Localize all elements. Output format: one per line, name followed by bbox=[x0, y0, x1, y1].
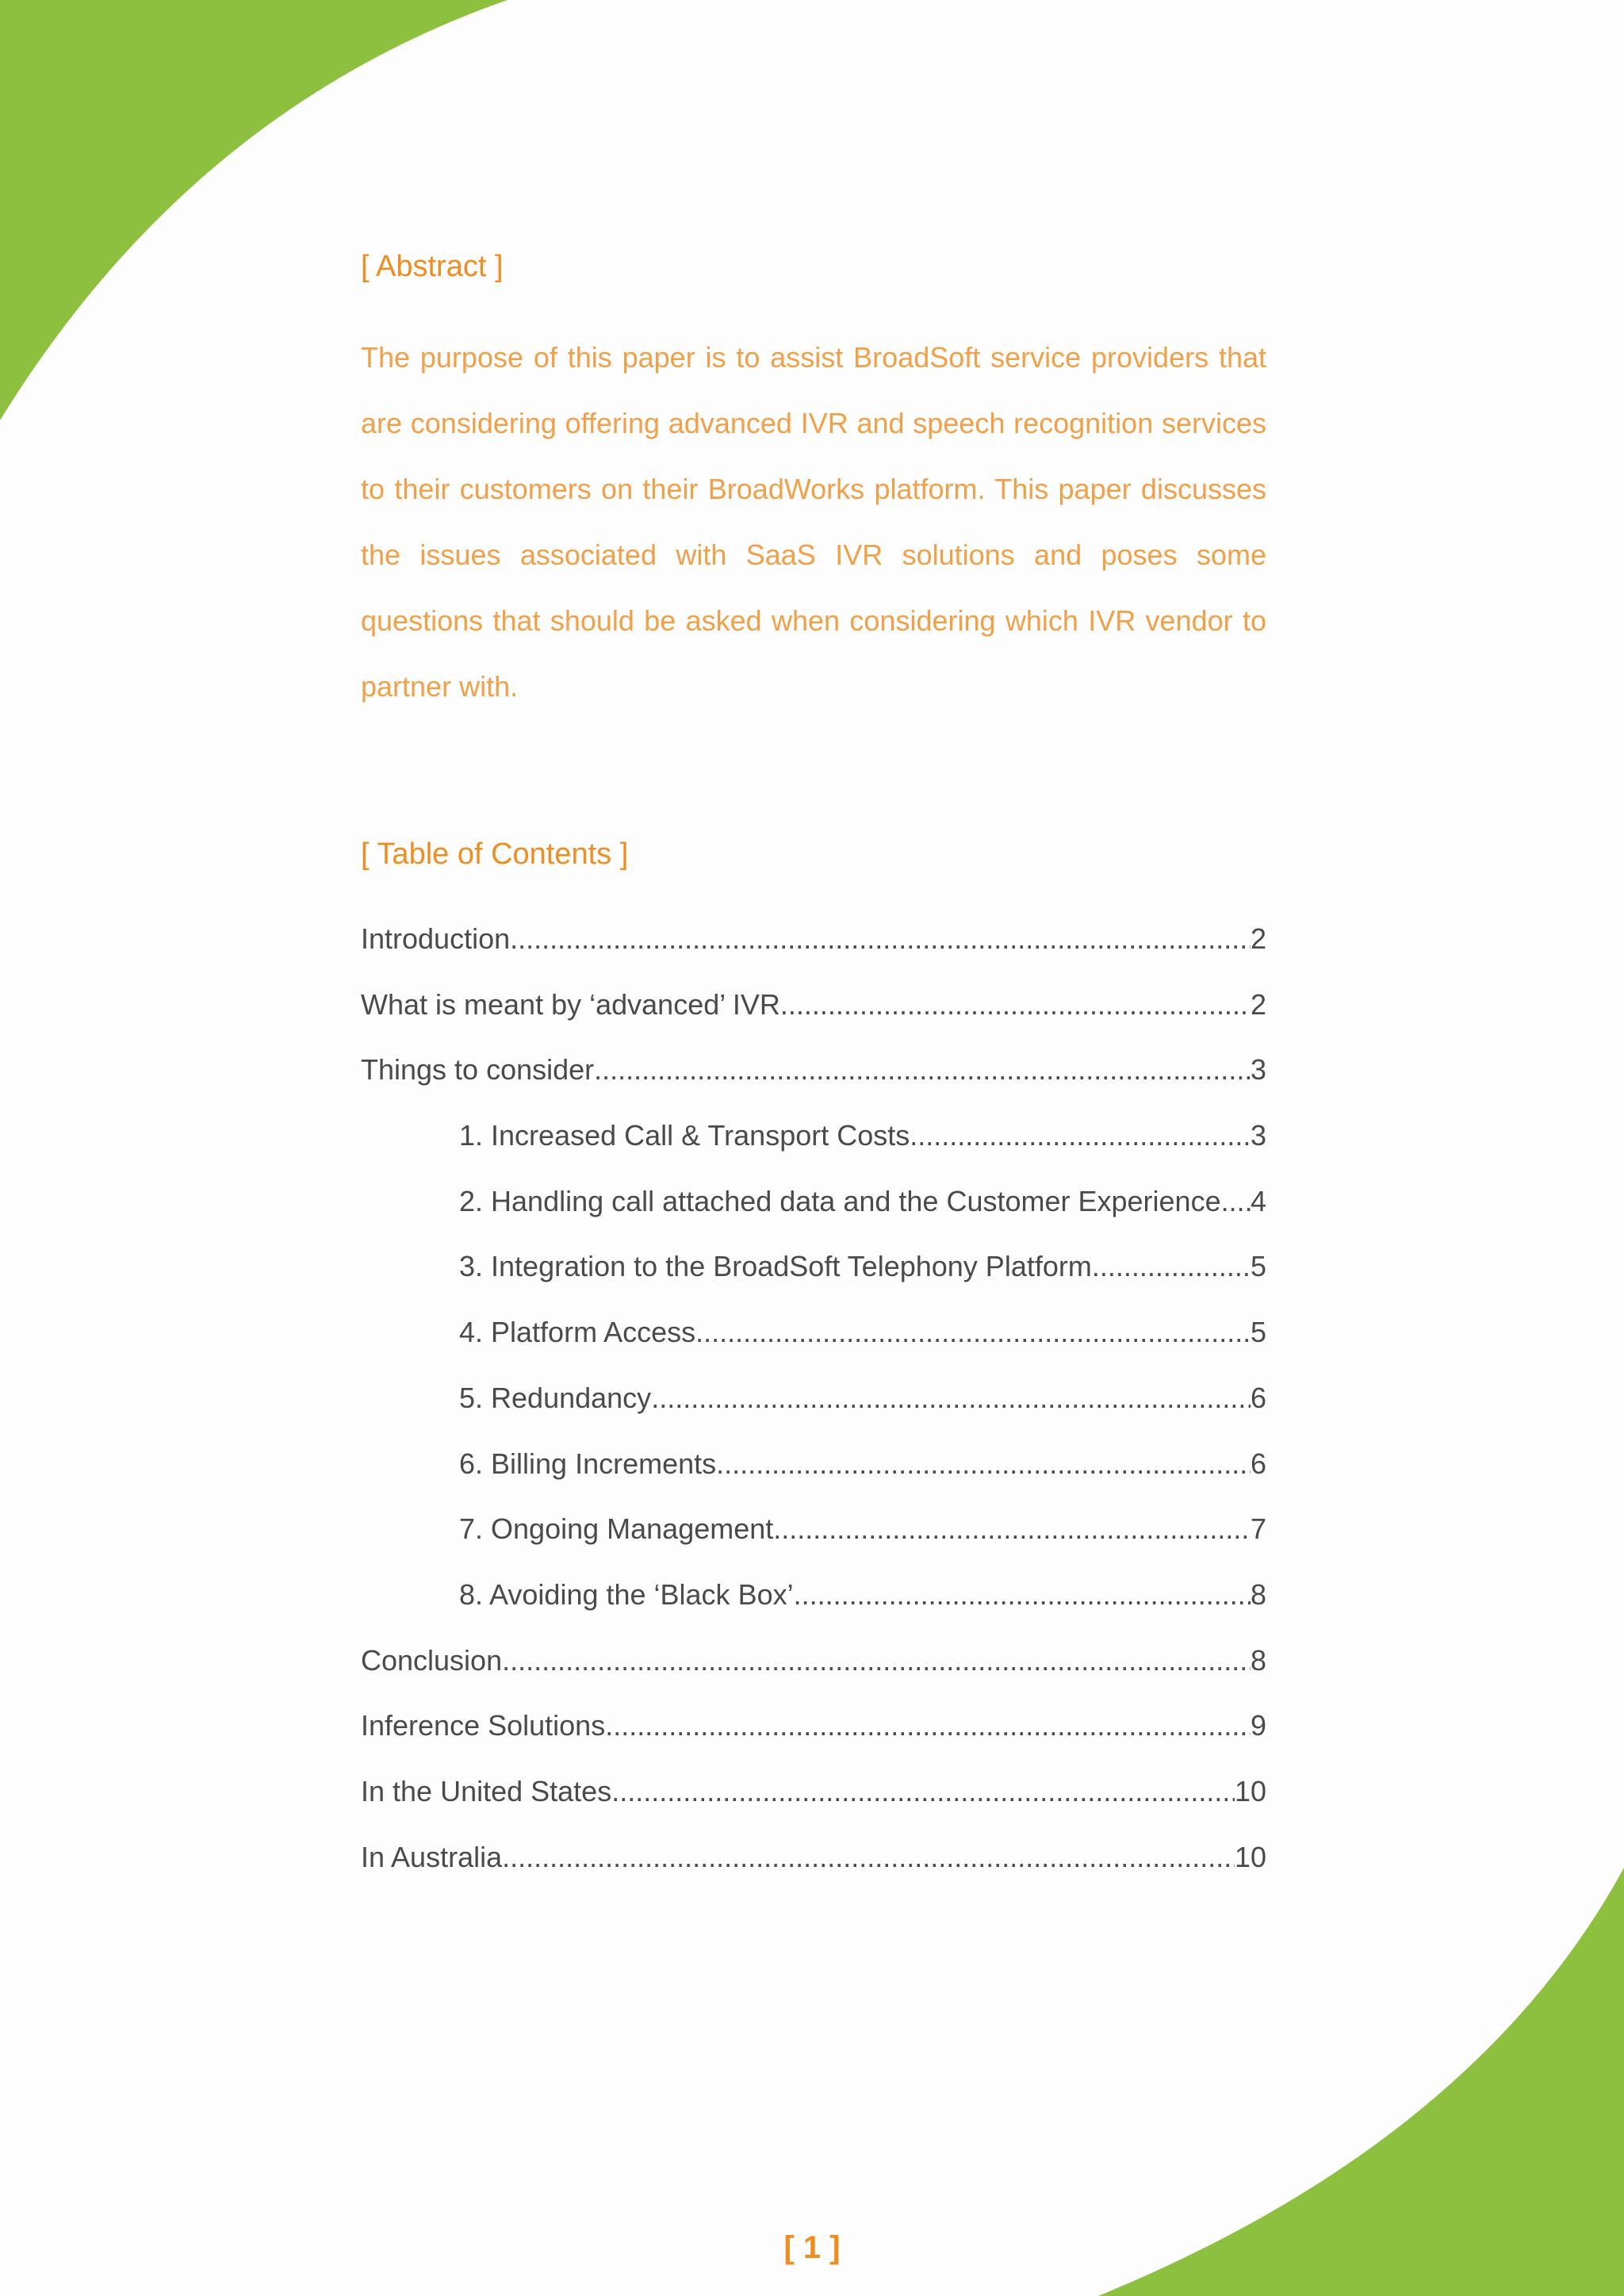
toc-entry-page: 2 bbox=[1250, 987, 1266, 1021]
toc-entry-title: 8. Avoiding the ‘Black Box’ bbox=[459, 1577, 794, 1611]
toc-dot-leader bbox=[502, 1628, 1251, 1694]
toc-entry-title: Conclusion bbox=[361, 1643, 503, 1677]
toc-entry-page: 5 bbox=[1250, 1316, 1266, 1349]
toc-entry-billing-increments[interactable] bbox=[361, 1432, 1266, 1497]
toc-entry-page: 6 bbox=[1250, 1447, 1266, 1480]
toc-entry-title: Things to consider bbox=[361, 1053, 595, 1087]
toc-entry-page: 10 bbox=[1234, 1774, 1266, 1807]
toc-entry-title: 4. Platform Access bbox=[459, 1316, 696, 1349]
toc-dot-leader bbox=[910, 1103, 1251, 1169]
page-number: [ 1 ] bbox=[783, 2230, 841, 2265]
toc-entry-ongoing-management[interactable] bbox=[361, 1497, 1266, 1562]
toc-entry-things-to-consider[interactable] bbox=[361, 1037, 1266, 1103]
toc-entry-page: 3 bbox=[1250, 1053, 1266, 1087]
toc-dot-leader bbox=[502, 1825, 1235, 1891]
abstract-body: The purpose of this paper is to assist BroadSoft service providers that are considering offering advanced IVR and speech recognition services to their customers on their BroadWorks platform. This paper discusses the issues associated with SaaS IVR solutions and poses some questions that should be asked when considering which IVR vendor to partner with. bbox=[361, 341, 1266, 703]
toc-dot-leader bbox=[1221, 1169, 1251, 1235]
toc-dot-leader bbox=[651, 1366, 1251, 1432]
toc-entry-page: 8 bbox=[1250, 1577, 1266, 1611]
toc-dot-leader bbox=[594, 1037, 1251, 1103]
toc-dot-leader bbox=[794, 1562, 1251, 1628]
toc-dot-leader bbox=[1092, 1234, 1251, 1300]
table-of-contents bbox=[361, 907, 1266, 1890]
toc-entry-title: Introduction bbox=[361, 922, 511, 955]
toc-dot-leader bbox=[780, 972, 1251, 1038]
toc-entry-title: 2. Handling call attached data and the Customer Experience bbox=[459, 1184, 1221, 1217]
toc-entry-title: Inference Solutions bbox=[361, 1709, 606, 1742]
toc-dot-leader bbox=[716, 1432, 1251, 1497]
toc-entry-page: 4 bbox=[1250, 1184, 1266, 1217]
toc-entry-united-states[interactable] bbox=[361, 1759, 1266, 1825]
toc-dot-leader bbox=[695, 1300, 1251, 1366]
toc-entry-page: 2 bbox=[1250, 922, 1266, 955]
toc-entry-page: 10 bbox=[1234, 1840, 1266, 1873]
toc-entry-introduction[interactable] bbox=[361, 907, 1266, 972]
toc-entry-black-box[interactable] bbox=[361, 1562, 1266, 1628]
toc-entry-redundancy[interactable] bbox=[361, 1366, 1266, 1432]
toc-entry-call-transport-costs[interactable] bbox=[361, 1103, 1266, 1169]
toc-entry-page: 5 bbox=[1250, 1250, 1266, 1283]
toc-entry-advanced-ivr[interactable] bbox=[361, 972, 1266, 1038]
toc-dot-leader bbox=[510, 907, 1251, 972]
toc-entry-title: 7. Ongoing Management bbox=[459, 1512, 774, 1546]
toc-entry-australia[interactable] bbox=[361, 1825, 1266, 1891]
toc-entry-title: 5. Redundancy bbox=[459, 1381, 652, 1414]
toc-entry-title: In Australia bbox=[361, 1840, 503, 1873]
toc-entry-title: 6. Billing Increments bbox=[459, 1447, 717, 1480]
toc-dot-leader bbox=[611, 1759, 1235, 1825]
toc-entry-page: 9 bbox=[1250, 1709, 1266, 1742]
toc-entry-telephony-integration[interactable] bbox=[361, 1234, 1266, 1300]
toc-entry-page: 3 bbox=[1250, 1119, 1266, 1152]
toc-entry-call-attached-data[interactable] bbox=[361, 1169, 1266, 1235]
toc-dot-leader bbox=[605, 1693, 1251, 1759]
toc-entry-page: 8 bbox=[1250, 1643, 1266, 1677]
toc-entry-inference-solutions[interactable] bbox=[361, 1693, 1266, 1759]
toc-entry-title: In the United States bbox=[361, 1774, 612, 1807]
toc-entry-conclusion[interactable] bbox=[361, 1628, 1266, 1694]
toc-entry-title: 1. Increased Call & Transport Costs bbox=[459, 1119, 910, 1152]
toc-entry-title: What is meant by ‘advanced’ IVR bbox=[361, 987, 780, 1021]
toc-entry-page: 6 bbox=[1250, 1381, 1266, 1414]
abstract-heading: [ Abstract ] bbox=[361, 250, 504, 283]
toc-dot-leader bbox=[773, 1497, 1251, 1562]
toc-entry-platform-access[interactable] bbox=[361, 1300, 1266, 1366]
toc-heading: [ Table of Contents ] bbox=[361, 838, 629, 871]
toc-entry-title: 3. Integration to the BroadSoft Telephony Platform bbox=[459, 1250, 1092, 1283]
toc-entry-page: 7 bbox=[1250, 1512, 1266, 1546]
